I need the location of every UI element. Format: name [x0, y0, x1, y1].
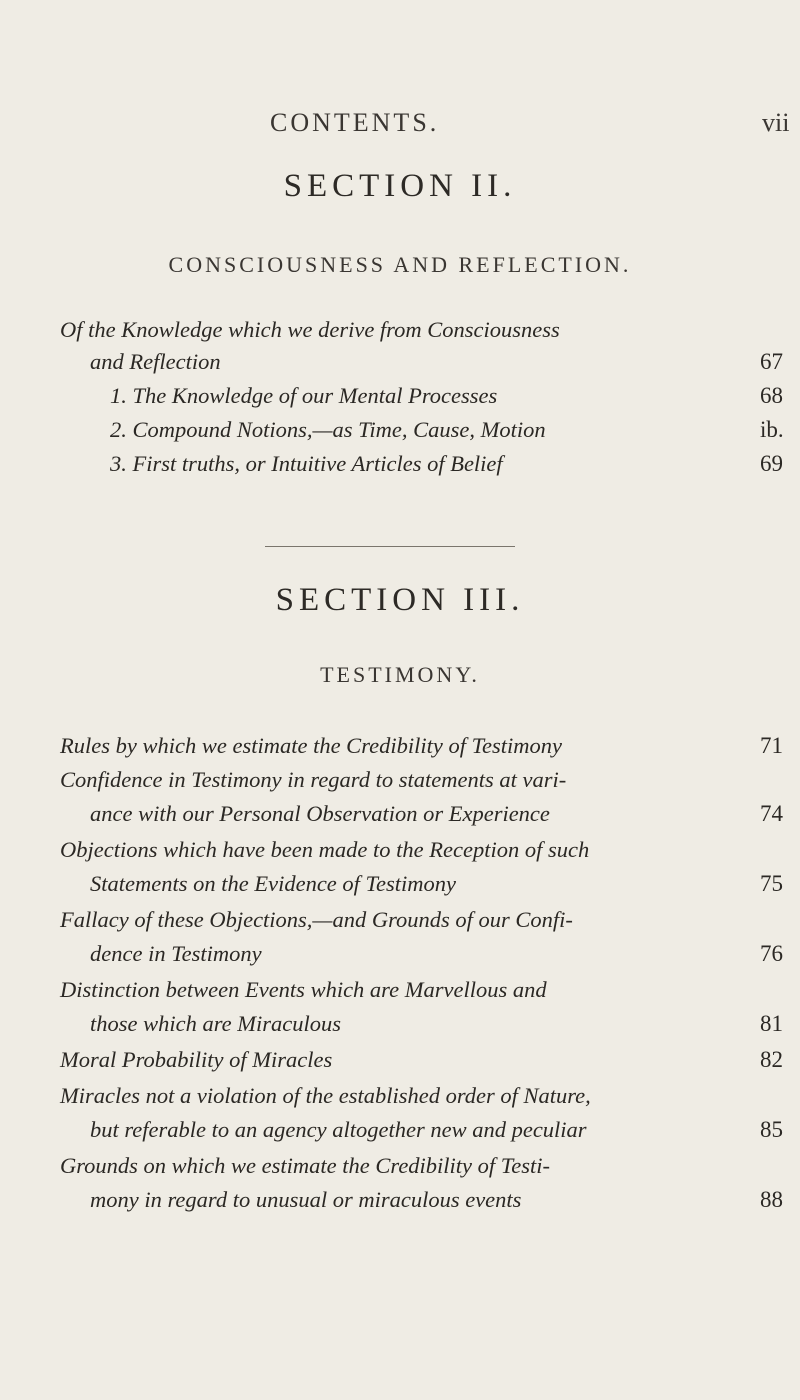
toc-line: Miracles not a violation of the established order of Nature,	[60, 1083, 591, 1108]
toc-page-number: 68	[760, 383, 783, 408]
toc-line: Of the Knowledge which we derive from Consciousness	[60, 317, 560, 342]
toc-line: Grounds on which we estimate the Credibility of Testi-	[60, 1153, 550, 1178]
section-iii-subtitle: TESTIMONY.	[320, 662, 480, 687]
toc-line: and Reflection	[90, 349, 221, 374]
running-head-title: CONTENTS.	[270, 108, 440, 137]
toc-page-number: 67	[760, 349, 783, 374]
running-head	[0, 108, 800, 148]
toc-line: 2. Compound Notions,—as Time, Cause, Motion	[110, 417, 546, 442]
toc-line: ance with our Personal Observation or Experience	[90, 801, 550, 826]
toc-line: Moral Probability of Miracles	[60, 1047, 333, 1072]
toc-line: Statements on the Evidence of Testimony	[90, 871, 456, 896]
toc-line: 3. First truths, or Intuitive Articles of Belief	[110, 451, 503, 476]
toc-line: Fallacy of these Objections,—and Grounds of our Confi-	[60, 907, 573, 932]
section-divider	[265, 546, 515, 547]
toc-page-number: 81	[760, 1011, 783, 1036]
toc-page-number: 76	[760, 941, 783, 966]
toc-page-number: 88	[760, 1187, 783, 1212]
toc-line: but referable to an agency altogether new and peculiar	[90, 1117, 587, 1142]
toc-line: those which are Miraculous	[90, 1011, 342, 1036]
toc-line: Distinction between Events which are Marvellous and	[60, 977, 547, 1002]
toc-line: 1. The Knowledge of our Mental Processes	[110, 383, 498, 408]
toc-page-number: ib.	[760, 417, 784, 442]
toc-line: Rules by which we estimate the Credibility of Testimony	[60, 733, 563, 758]
section-iii-heading: SECTION III.	[275, 582, 525, 618]
section-ii-heading: SECTION II.	[283, 168, 517, 204]
toc-page-number: 82	[760, 1047, 783, 1072]
toc-page-number: 71	[760, 733, 783, 758]
running-head-page-numeral: vii	[762, 108, 790, 137]
toc-page-number: 69	[760, 451, 783, 476]
toc-line: Confidence in Testimony in regard to statements at vari-	[60, 767, 567, 792]
toc-line: Objections which have been made to the Reception of such	[60, 837, 590, 862]
toc-page-number: 75	[760, 871, 783, 896]
toc-page-number: 85	[760, 1117, 783, 1142]
toc-page-number: 74	[760, 801, 783, 826]
section-ii-subtitle: CONSCIOUSNESS AND REFLECTION.	[168, 252, 632, 277]
toc-line: mony in regard to unusual or miraculous events	[90, 1187, 522, 1212]
toc-line: dence in Testimony	[90, 941, 262, 966]
